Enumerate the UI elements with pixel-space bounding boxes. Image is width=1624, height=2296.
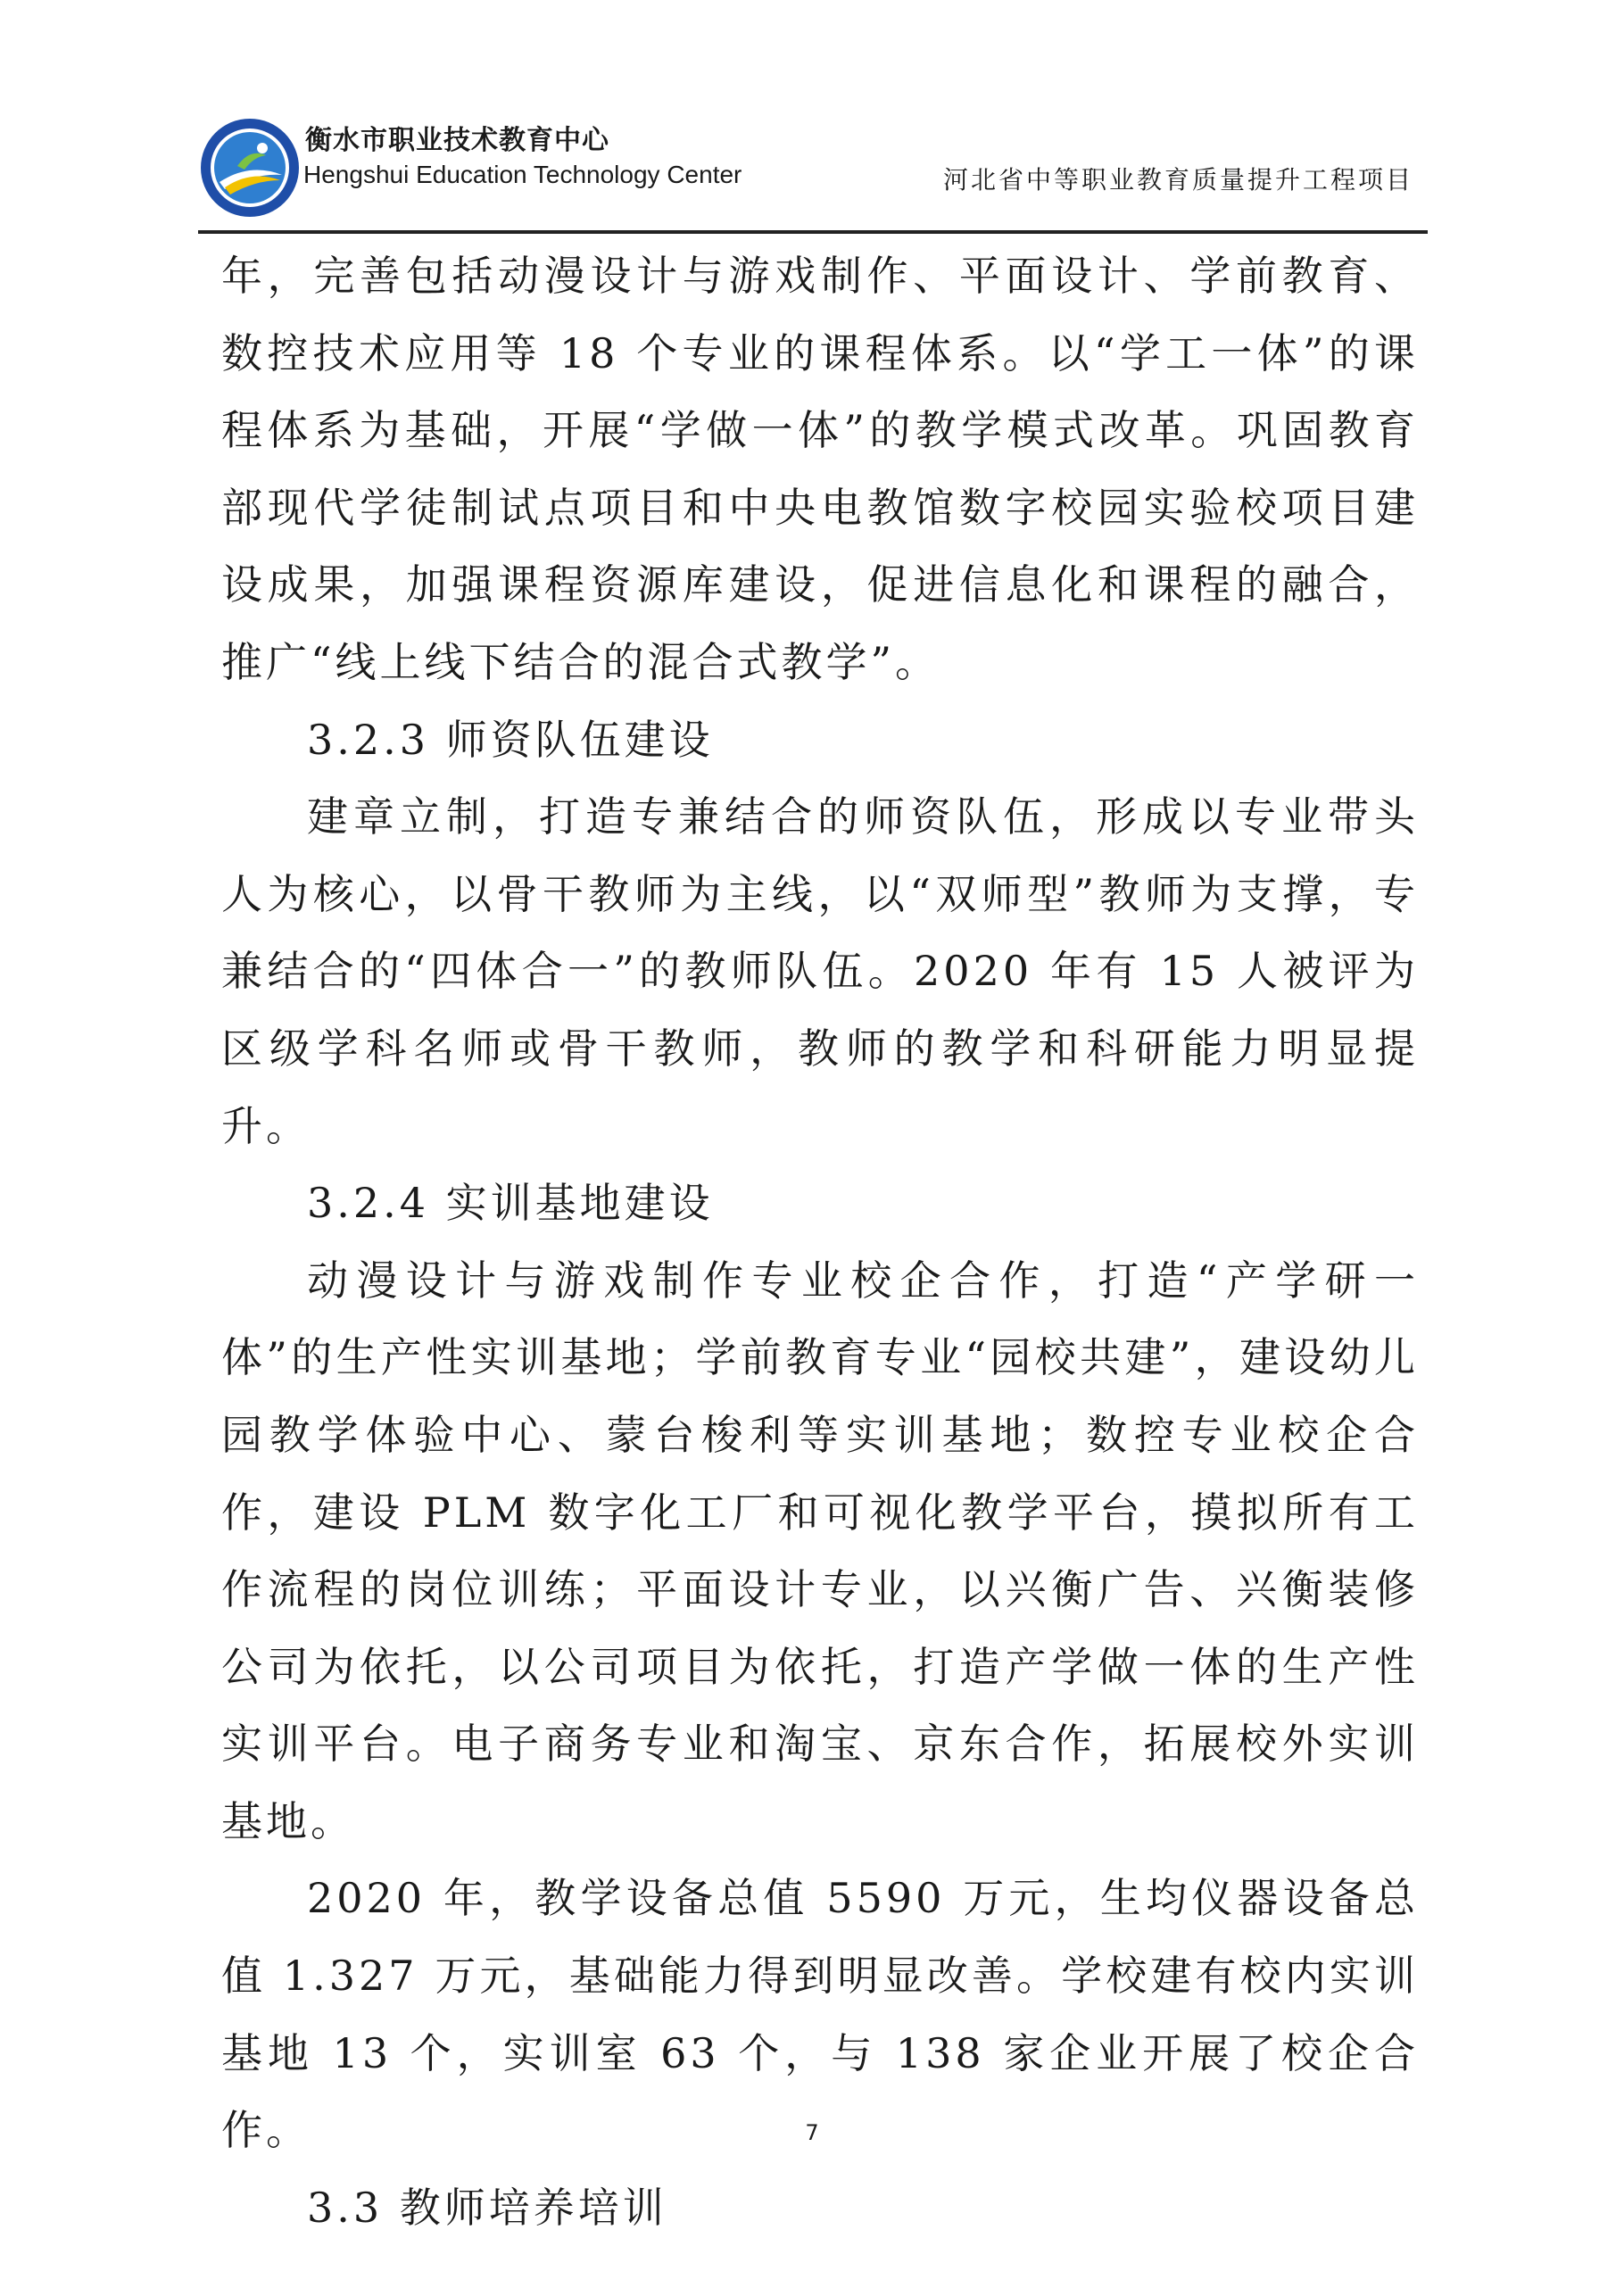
paragraph-equipment: 2020 年，教学设备总值 5590 万元，生均仪器设备总值 1.327 万元，基础能力得到明显改善。学校建有校内实训基地 13 个，实训室 63 个，与 138 家企业开展了校企合作。	[221, 1874, 1419, 2155]
page-header	[198, 105, 1428, 234]
section-heading-3-3: 3.3 教师培养培训	[307, 2183, 667, 2232]
school-logo-icon	[198, 116, 302, 220]
paragraph-training-bases: 动漫设计与游戏制作专业校企合作，打造“产学研一体”的生产性实训基地；学前教育专业“园校共建”，建设幼儿园教学体验中心、蒙台梭利等实训基地；数控专业校企合作，建设 PLM 数字化工厂和可视化教学平台，摸拟所有工作流程的岗位训练；平面设计专业，以兴衡广告、兴衡装修公司为依托，以公司项目为依托，打造产学做一体的生产性实训平台。电子商务专业和淘宝、京东合作，拓展校外实训基地。	[221, 1256, 1419, 1845]
project-name: 河北省中等职业教育质量提升工程项目	[942, 165, 1413, 195]
paragraph-continued: 年，完善包括动漫设计与游戏制作、平面设计、学前教育、数控技术应用等 18 个专业的课程体系。以“学工一体”的课程体系为基础，开展“学做一体”的教学模式改革。巩固教育部现代学徒制试点项目和中央电教馆数字校园实验校项目建设成果，加强课程资源库建设，促进信息化和课程的融合，推广“线上线下结合的混合式教学”。	[221, 252, 1419, 686]
document-body	[221, 237, 1419, 2246]
org-name-cn: 衡水市职业技术教育中心	[305, 125, 609, 156]
org-name-en: Hengshui Education Technology Center	[303, 161, 742, 188]
section-heading-3-2-3: 3.2.3 师资队伍建设	[307, 715, 714, 764]
section-heading-3-2-4: 3.2.4 实训基地建设	[307, 1179, 714, 1228]
page-number: 7	[805, 2120, 819, 2145]
paragraph-teachers: 建章立制，打造专兼结合的师资队伍，形成以专业带头人为核心，以骨干教师为主线，以“双师型”教师为支撑，专兼结合的“四体合一”的教师队伍。2020 年有 15 人被评为区级学科名师或骨干教师，教师的教学和科研能力明显提升。	[221, 792, 1419, 1150]
